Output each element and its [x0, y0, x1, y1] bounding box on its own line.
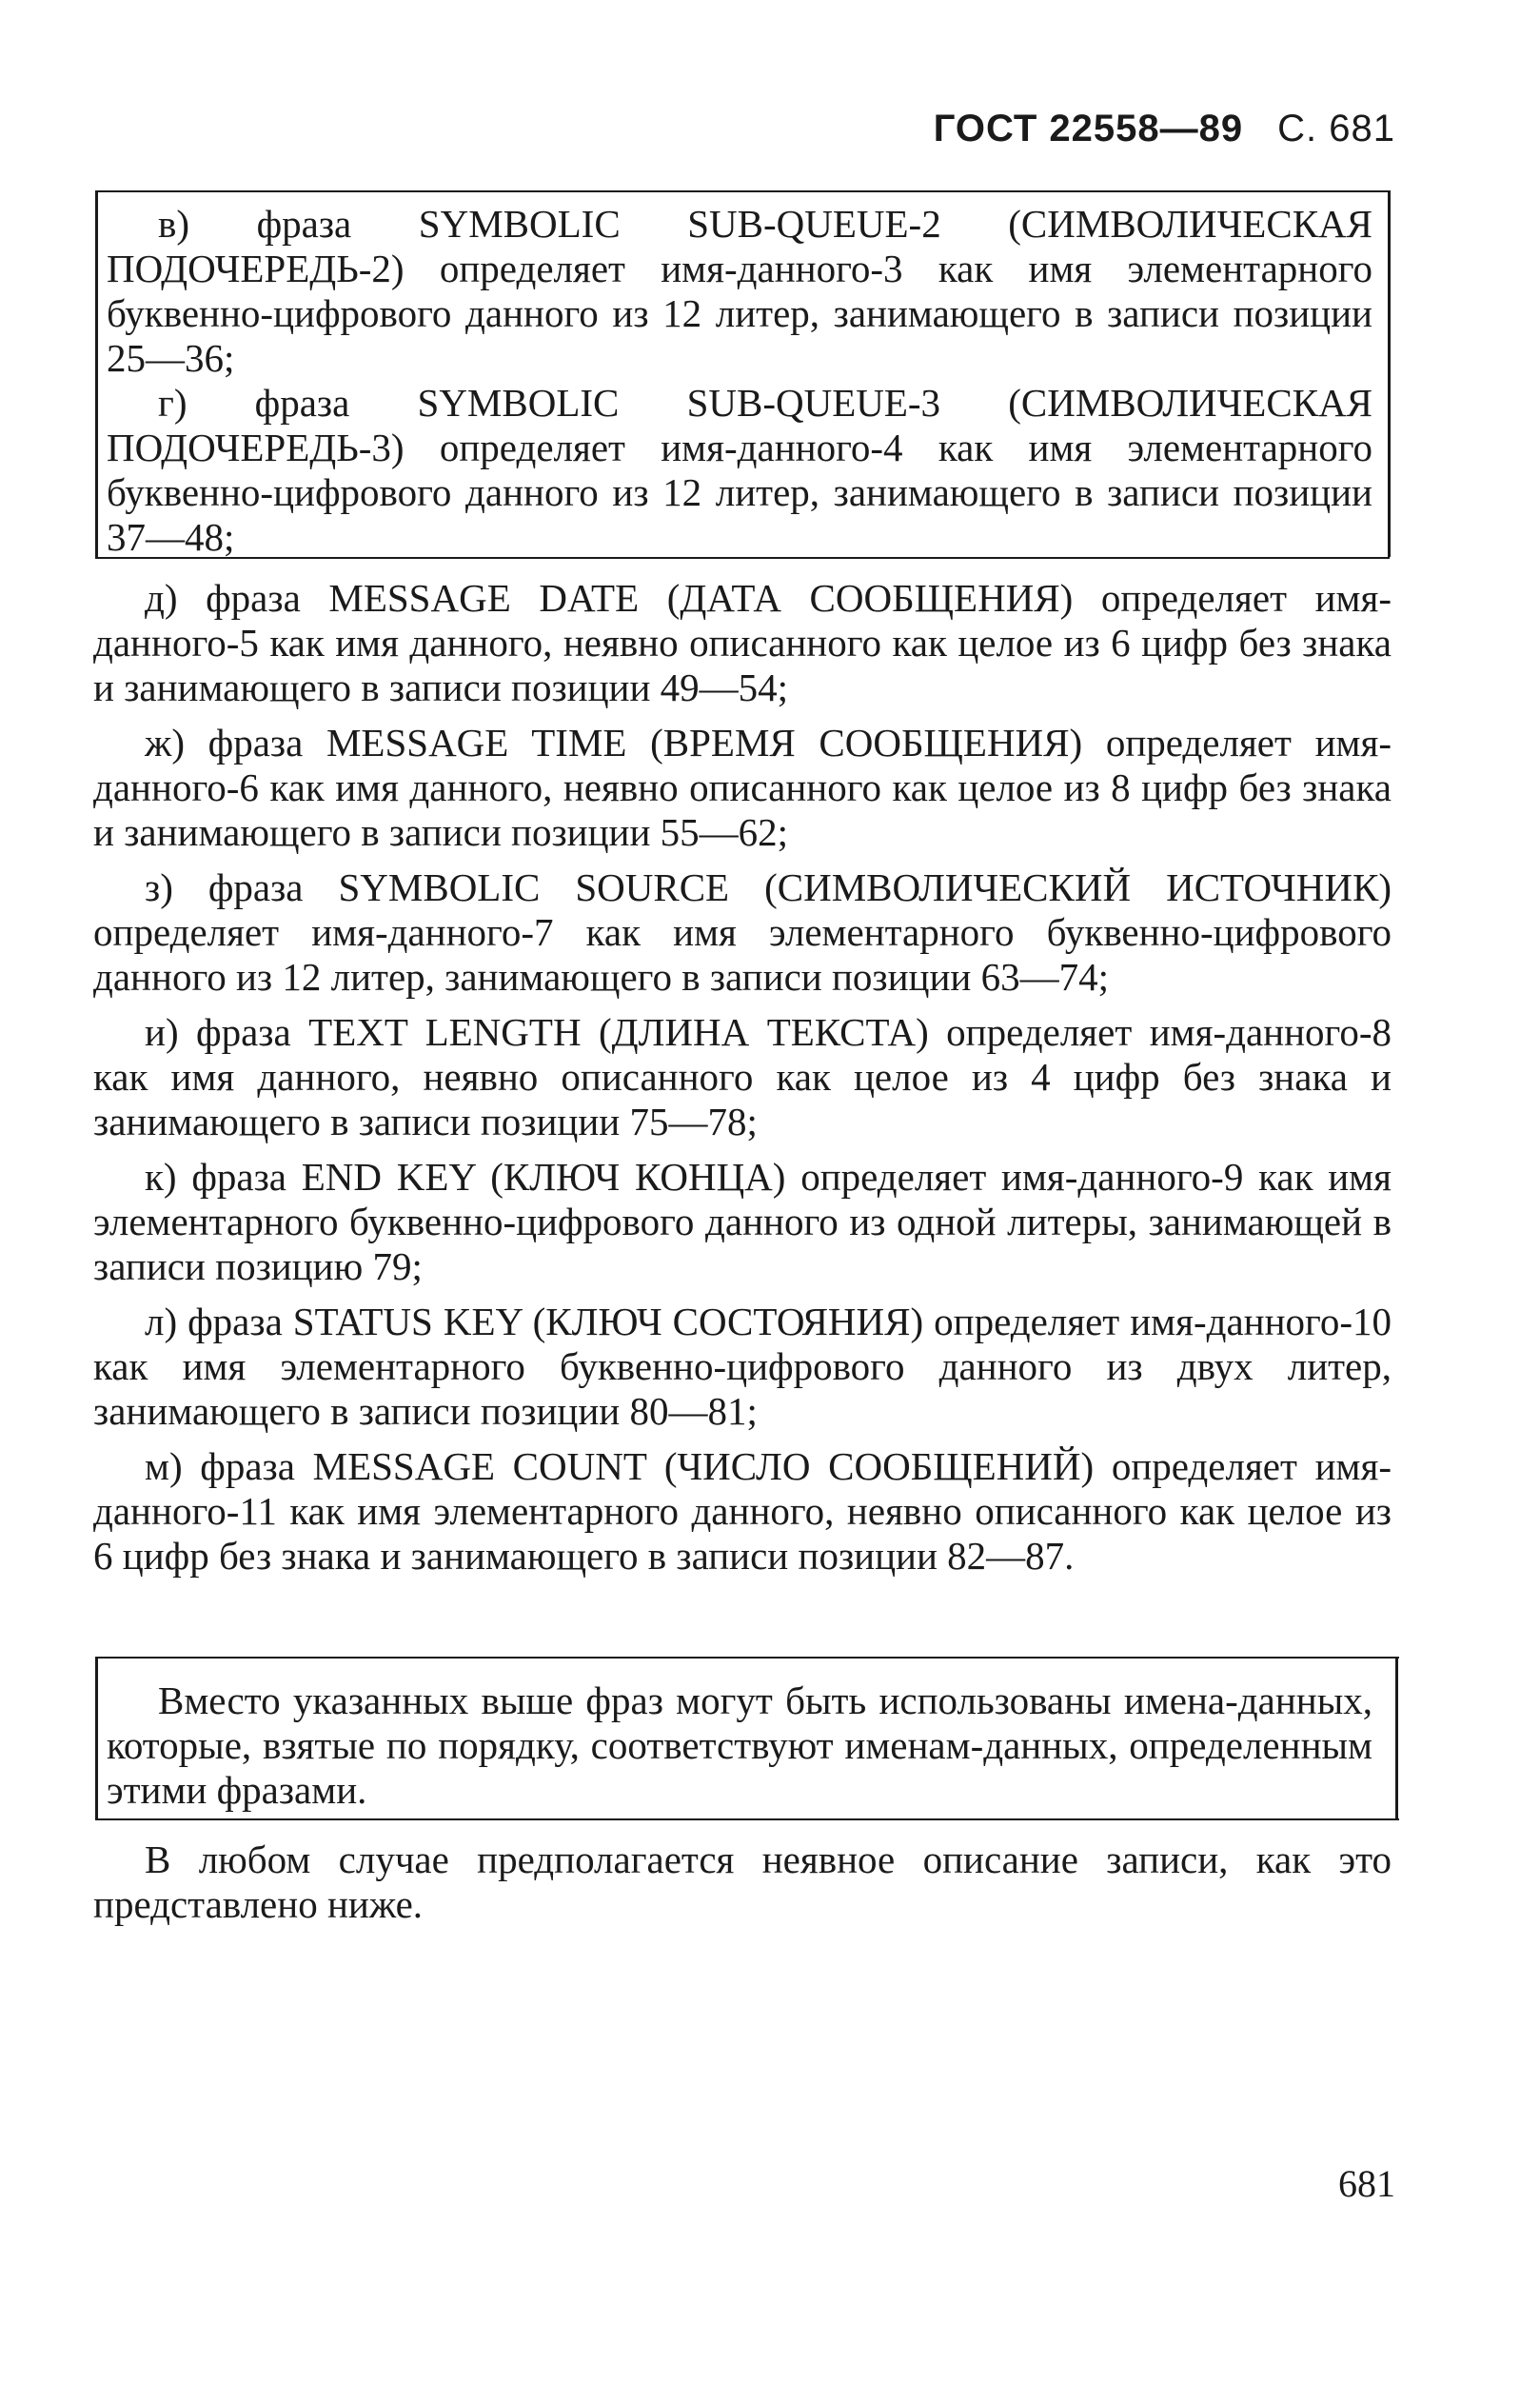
paragraph-note: Вместо указанных выше фраз могут быть использованы имена-данных, которые, взятые по порядку, соответствуют именам-данных, определенным этими фразами.	[107, 1679, 1372, 1812]
box1-top-rule	[95, 190, 1390, 192]
paragraph-zh: ж) фраза MESSAGE TIME (ВРЕМЯ СООБЩЕНИЯ) определяет имя-данного-6 как имя данного, неявно описанного как целое из 8 цифр без знака и занимающего в записи позиции 55—62;	[93, 721, 1392, 854]
box2-bottom-rule	[95, 1818, 1399, 1820]
box2-content	[107, 1679, 1372, 1813]
main-content	[93, 576, 1392, 1579]
page-number: 681	[1338, 2162, 1395, 2205]
paragraph-d: д) фраза MESSAGE DATE (ДАТА СООБЩЕНИЯ) определяет имя-данного-5 как имя данного, неявно описанного как целое из 6 цифр без знака и занимающего в записи позиции 49—54;	[93, 576, 1392, 709]
paragraph-z: з) фраза SYMBOLIC SOURCE (СИМВОЛИЧЕСКИЙ ИСТОЧНИК) определяет имя-данного-7 как имя элементарного буквенно-цифрового данного из 12 литер, занимающего в записи позиции 63—74;	[93, 865, 1392, 999]
paragraph-g: г) фраза SYMBOLIC SUB-QUEUE-3 (СИМВОЛИЧЕСКАЯ ПОДОЧЕРЕДЬ-3) определяет имя-данного-4 как имя элементарного буквенно-цифрового данного из 12 литер, занимающего в записи позиции 37—48;	[107, 381, 1372, 559]
box2-top-rule	[95, 1657, 1399, 1659]
box2-left-bar	[95, 1657, 98, 1818]
running-header	[934, 103, 1395, 151]
standard-designation: ГОСТ 22558—89	[933, 108, 1244, 149]
box1-right-bar	[1388, 190, 1391, 557]
closing-content	[93, 1838, 1392, 1927]
box1-left-bar	[95, 190, 98, 557]
paragraph-l: л) фраза STATUS KEY (КЛЮЧ СОСТОЯНИЯ) определяет имя-данного-10 как имя элементарного буквенно-цифрового данного из двух литер, занимающего в записи позиции 80—81;	[93, 1300, 1392, 1433]
header-page-ref: С. 681	[1277, 108, 1395, 149]
box1-content	[107, 202, 1372, 560]
box2-right-bar	[1395, 1657, 1398, 1818]
paragraph-m: м) фраза MESSAGE COUNT (ЧИСЛО СООБЩЕНИЙ) определяет имя-данного-11 как имя элементарного данного, неявно описанного как целое из 6 цифр без знака и занимающего в записи позиции 82—87.	[93, 1444, 1392, 1578]
paragraph-v: в) фраза SYMBOLIC SUB-QUEUE-2 (СИМВОЛИЧЕСКАЯ ПОДОЧЕРЕДЬ-2) определяет имя-данного-3 как имя элементарного буквенно-цифрового данного из 12 литер, занимающего в записи позиции 25—36;	[107, 202, 1372, 380]
paragraph-closing: В любом случае предполагается неявное описание записи, как это представлено ниже.	[93, 1838, 1392, 1926]
paragraph-k: к) фраза END KEY (КЛЮЧ КОНЦА) определяет имя-данного-9 как имя элементарного буквенно-цифрового данного из одной литеры, занимающей в записи позицию 79;	[93, 1155, 1392, 1288]
paragraph-i: и) фраза TEXT LENGTH (ДЛИНА ТЕКСТА) определяет имя-данного-8 как имя данного, неявно описанного как целое из 4 цифр без знака и занимающего в записи позиции 75—78;	[93, 1010, 1392, 1143]
